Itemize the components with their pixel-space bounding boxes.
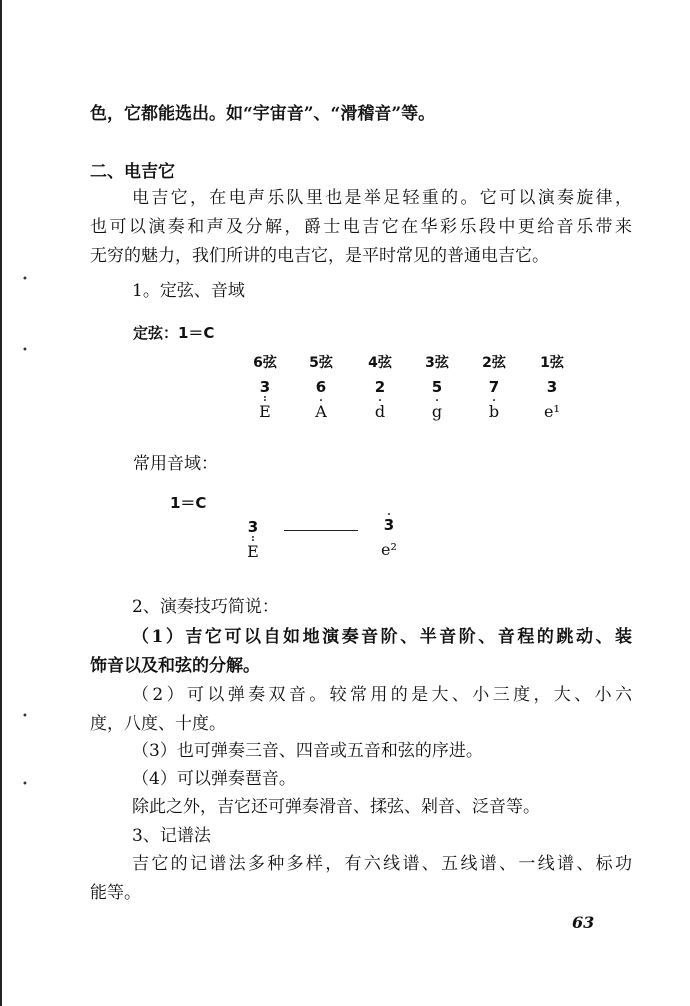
range-label: 常用音域：: [133, 454, 218, 474]
range-connector-line: [284, 530, 358, 531]
para1-line2: 也可以演奏和声及分解，爵士电吉它在华彩乐段中更给音乐带来: [90, 217, 632, 237]
string-number: 5: [431, 378, 443, 396]
range-high: [369, 507, 409, 559]
tuning-label: 定弦：1＝C: [133, 324, 215, 342]
dot-mark: :: [251, 533, 255, 544]
dot-mark: .: [492, 393, 496, 404]
string-number: 2: [374, 378, 386, 396]
scan-speck: •: [22, 274, 28, 285]
string-number: 3: [259, 378, 271, 396]
string-number: 7: [488, 378, 500, 396]
string-4: [360, 352, 400, 421]
subheading-tuning-range: 1。定弦、音域: [132, 281, 245, 301]
item2-line2: 度，八度、十度。: [90, 714, 226, 734]
dot-mark: .: [435, 393, 439, 404]
string-label: 3弦: [425, 355, 449, 371]
page-number: 63: [572, 913, 595, 932]
string-6: [245, 352, 285, 421]
para3-line1: 吉它的记谱法多种多样，有六线谱、五线谱、一线谱、标功: [132, 854, 632, 874]
range-low-note: E: [247, 542, 259, 561]
string-2: [474, 352, 514, 421]
para1-line3: 无穷的魅力，我们所讲的电吉它，是平时常见的普通电吉它。: [90, 246, 549, 266]
string-note: g: [431, 402, 443, 421]
string-note: d: [374, 402, 386, 421]
top-line: 色，它都能选出。如“宇宙音”、“滑稽音”等。: [90, 104, 436, 124]
string-label: 1弦: [540, 355, 564, 371]
scan-speck: •: [22, 345, 28, 356]
string-note: A: [315, 402, 327, 421]
range-high-note: e²: [381, 540, 397, 559]
range-low: [233, 518, 273, 561]
range-low-number: 3: [247, 518, 259, 536]
string-label: 4弦: [368, 355, 392, 371]
para3-line2: 能等。: [90, 883, 141, 903]
item3: （3）也可弹奏三音、四音或五音和弦的序进。: [132, 741, 483, 761]
dot-mark: .: [378, 393, 382, 404]
string-number: 6: [315, 378, 327, 396]
page-edge: [0, 0, 2, 1006]
range-high-number: 3: [383, 516, 395, 534]
section-heading: 二、电吉它: [90, 162, 175, 182]
string-3: [417, 352, 457, 421]
dot-mark: :: [263, 393, 267, 404]
item1-line2: 饰音以及和弦的分解。: [90, 656, 260, 676]
scan-speck: •: [22, 779, 28, 790]
string-number: 3: [546, 378, 558, 396]
dot-mark: .: [319, 393, 323, 404]
string-1: [532, 352, 572, 421]
string-note: e¹: [544, 402, 560, 421]
string-label: 5弦: [309, 355, 333, 371]
item4: （4）可以弹奏琶音。: [132, 769, 296, 789]
string-label: 6弦: [253, 355, 277, 371]
string-note: E: [259, 402, 271, 421]
scan-speck: •: [22, 711, 28, 722]
string-label: 2弦: [482, 355, 506, 371]
item2-line1: （2）可以弹奏双音。较常用的是大、小三度，大、小六: [132, 685, 632, 705]
dot-mark: .: [387, 507, 391, 518]
subheading-techniques: 2、演奏技巧简说：: [132, 597, 279, 617]
string-5: [301, 352, 341, 421]
para1-line1: 电吉它，在电声乐队里也是举足轻重的。它可以演奏旋律，: [132, 188, 632, 208]
string-note: b: [488, 402, 500, 421]
para2: 除此之外，吉它还可弹奏滑音、揉弦、剁音、泛音等。: [132, 797, 540, 817]
range-key: 1＝C: [170, 494, 207, 512]
item1-line1: （1）吉它可以自如地演奏音阶、半音阶、音程的跳动、装: [132, 627, 632, 647]
subheading-notation: 3、记谱法: [132, 826, 211, 846]
